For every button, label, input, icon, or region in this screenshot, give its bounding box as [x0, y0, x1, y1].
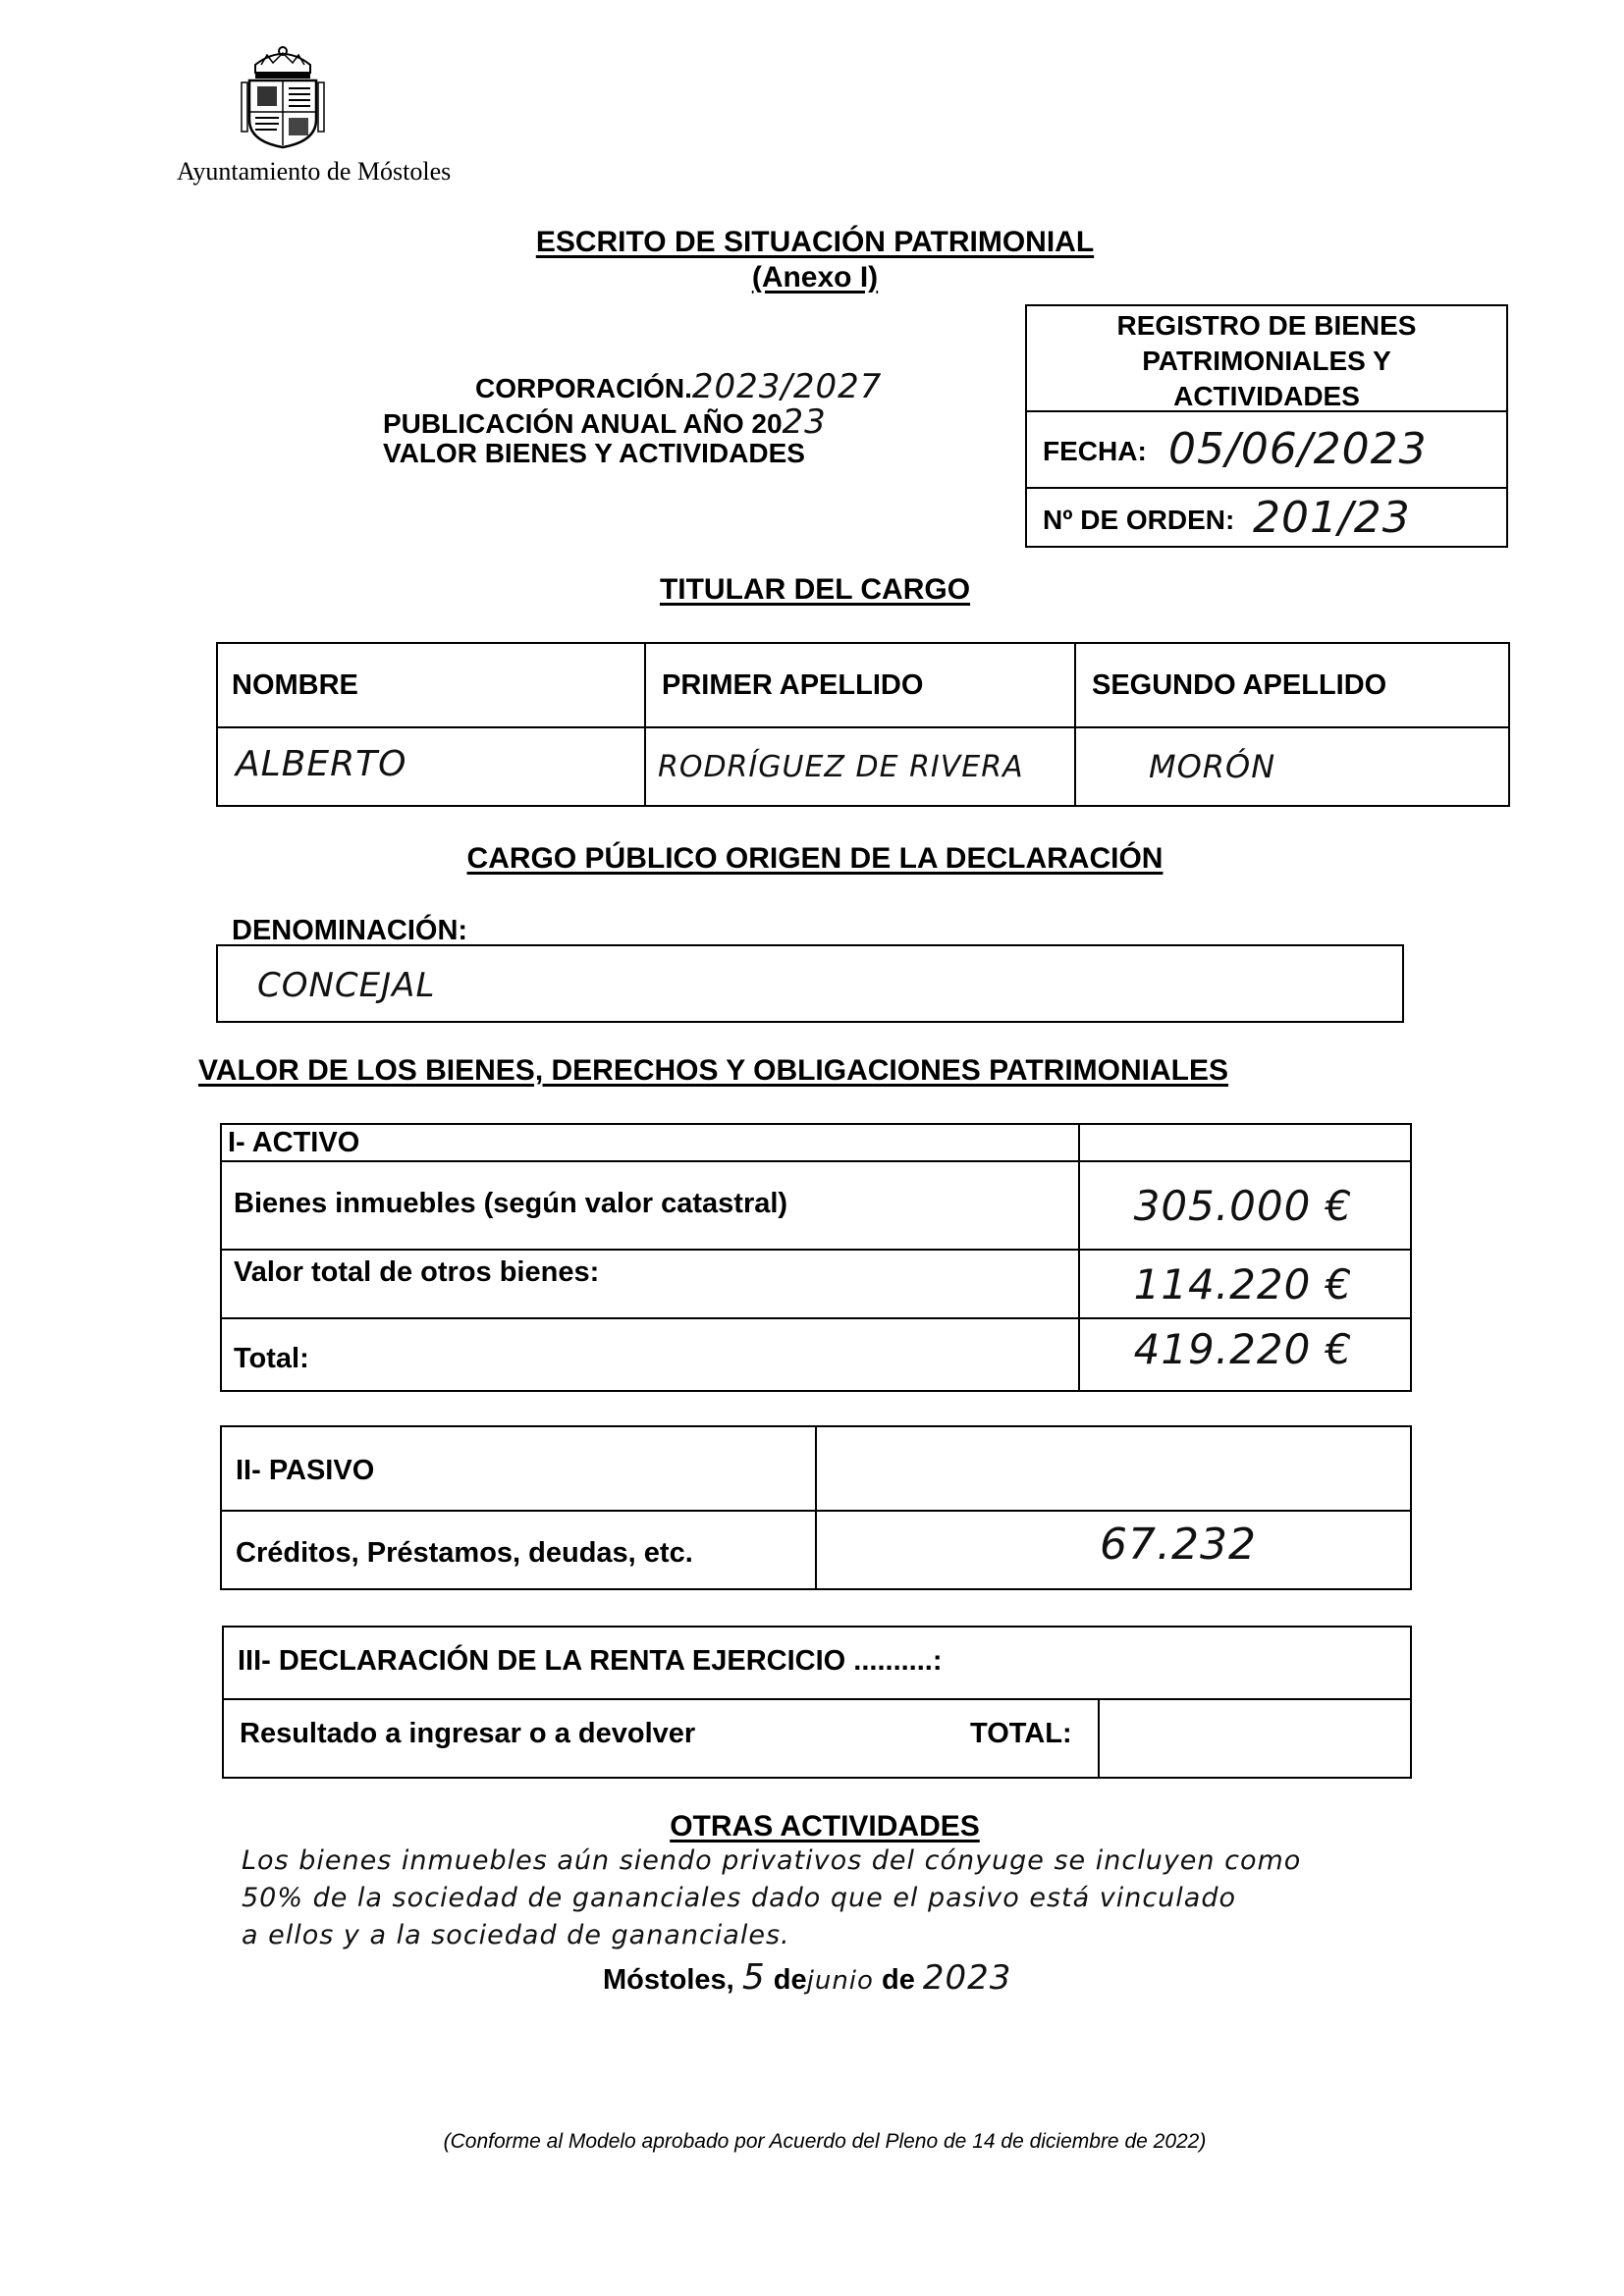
- publication-label: PUBLICACIÓN ANUAL AÑO 2023: [383, 402, 827, 442]
- other-activities-line: Los bienes inmuebles aún siendo privativos del cónyuge se incluyen como: [242, 1845, 1302, 1876]
- corporation-value: 2023/2027: [691, 367, 883, 406]
- holder-header-surname1: PRIMER APELLIDO: [662, 669, 924, 701]
- registry-order-label: Nº DE ORDEN:: [1043, 505, 1235, 535]
- active-row-label: Valor total de otros bienes:: [234, 1256, 600, 1288]
- active-total-value: 419.220 €: [1133, 1325, 1353, 1373]
- position-label: DENOMINACIÓN:: [232, 915, 468, 946]
- document-subtitle: (Anexo I): [751, 261, 879, 294]
- active-row-label: Bienes inmuebles (según valor catastral): [234, 1188, 788, 1219]
- income-title: III- DECLARACIÓN DE LA RENTA EJERCICIO ..........:: [238, 1645, 943, 1677]
- signature-year: 2023: [922, 1958, 1012, 1998]
- passive-row-label: Créditos, Préstamos, deudas, etc.: [236, 1537, 693, 1569]
- other-activities-title: OTRAS ACTIVIDADES: [670, 1810, 980, 1842]
- signature-place-date: Móstoles, 5 dejunio de 2023: [603, 1957, 1012, 1998]
- passive-title: II- PASIVO: [236, 1455, 375, 1486]
- publication-year: 23: [782, 402, 827, 442]
- other-activities-line: a ellos y a la sociedad de gananciales.: [242, 1920, 790, 1950]
- org-name: Ayuntamiento de Móstoles: [177, 157, 452, 186]
- holder-header-surname2: SEGUNDO APELLIDO: [1092, 669, 1387, 701]
- registry-title: REGISTRO DE BIENES PATRIMONIALES Y ACTIVIDADES: [1116, 310, 1417, 411]
- holder-name-value: ALBERTO: [236, 744, 407, 784]
- registry-order-value: 201/23: [1253, 493, 1411, 543]
- registry-date-value: 05/06/2023: [1168, 424, 1428, 474]
- position-value: CONCEJAL: [257, 966, 436, 1005]
- holder-section-title: TITULAR DEL CARGO: [659, 573, 971, 606]
- registry-date-label: FECHA:: [1043, 436, 1147, 466]
- active-title: I- ACTIVO: [228, 1127, 360, 1158]
- income-row-label: Resultado a ingresar o a devolver: [240, 1718, 696, 1749]
- other-activities-line: 50% de la sociedad de gananciales dado que el pasivo está vinculado: [242, 1883, 1236, 1913]
- footer-note: (Conforme al Modelo aprobado por Acuerdo del Pleno de 14 de diciembre de 2022): [443, 2130, 1207, 2153]
- holder-surname1-value: RODRÍGUEZ DE RIVERA: [658, 750, 1024, 784]
- passive-row-value: 67.232: [1100, 1520, 1257, 1570]
- signature-day: 5: [741, 1957, 766, 1998]
- active-row-value: 114.220 €: [1133, 1260, 1353, 1308]
- position-section-title: CARGO PÚBLICO ORIGEN DE LA DECLARACIÓN: [466, 842, 1164, 875]
- holder-surname2-value: MORÓN: [1149, 748, 1276, 785]
- active-total-label: Total:: [234, 1343, 309, 1374]
- active-row-value: 305.000 €: [1133, 1182, 1353, 1230]
- assets-section-title: VALOR DE LOS BIENES, DERECHOS Y OBLIGACIONES PATRIMONIALES: [198, 1054, 1229, 1087]
- document-title: ESCRITO DE SITUACIÓN PATRIMONIAL: [535, 226, 1095, 258]
- signature-month: junio: [806, 1966, 874, 1996]
- income-total-label: TOTAL:: [970, 1718, 1072, 1749]
- values-label: VALOR BIENES Y ACTIVIDADES: [383, 438, 805, 468]
- coat-of-arms-logo: [234, 43, 332, 149]
- corporation-label: CORPORACIÓN.2023/2027: [475, 367, 883, 406]
- holder-header-name: NOMBRE: [232, 669, 358, 701]
